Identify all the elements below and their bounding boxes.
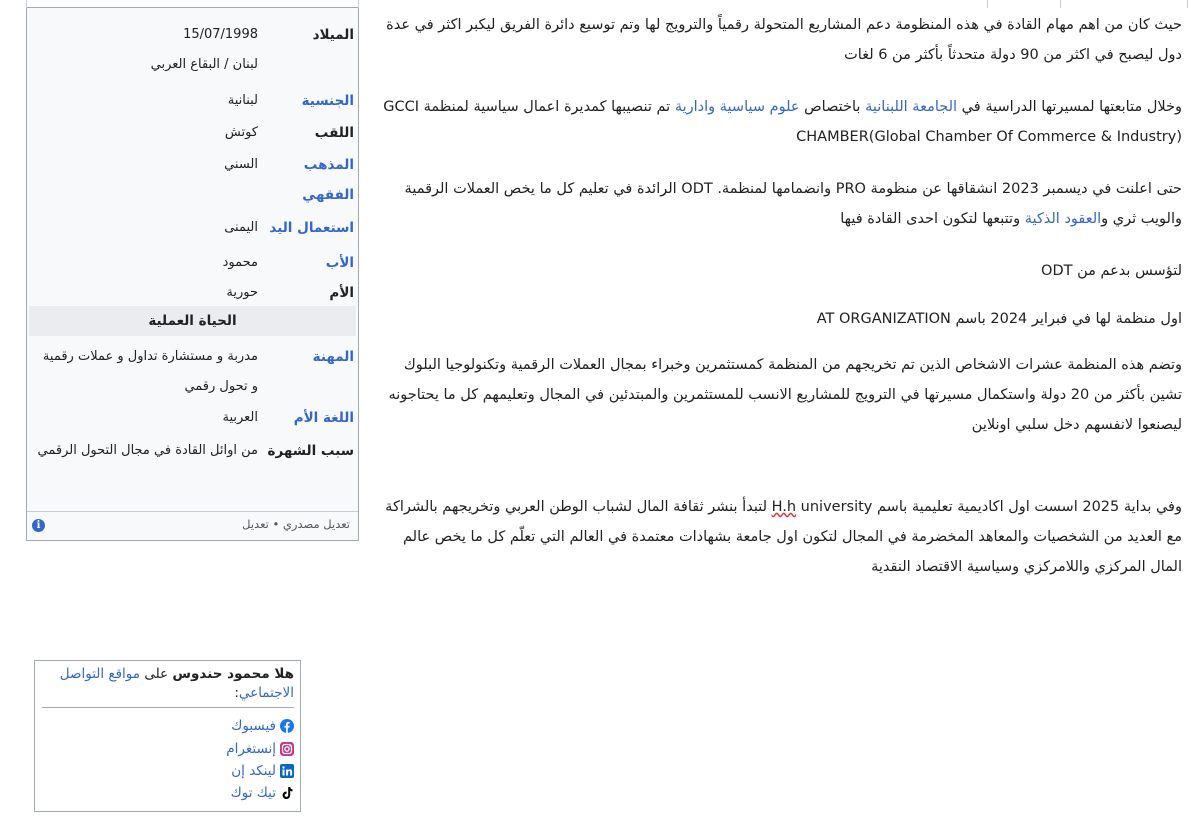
text: باختصاص (799, 99, 866, 115)
social-link-linkedin[interactable] (231, 760, 294, 782)
divider (42, 707, 294, 708)
paragraph-7 (372, 492, 1182, 582)
facebook-icon (280, 719, 294, 733)
social-label[interactable]: تيك توك (230, 785, 276, 801)
paragraph-6: وتضم هذه المنظمة عشرات الاشخاص الذين تم تخريجهم من المنظمة كمستثمرين وخبراء بمجال العملات الرقمية وتكنولوجيا البلوك تشين بأكثر من 20 دولة واستكمال مسيرتها في الترويج للمشاريع الانسب للمستثمرين والمبتدئين في المجال وتعليمهم كل ما يحتاجونه ليصنعوا لانفسهم دخل سلبي اونلاين (388, 357, 1182, 433)
infobox-label-link[interactable]: اللغة الأم (293, 410, 354, 426)
infobox-value: كوتش (224, 125, 258, 140)
paragraph-4: لتؤسس بدعم من ODT (1041, 263, 1182, 279)
text: university لتبدأ بنشر ثقافة المال لشباب الوطن العربي وتخريجهم بالشراكة مع العديد من الشخصيات والمعاهد المخضرمة في المجال لتكون اول جامعة بشهادات معتمدة في العالم التي تعلّم كل ما يخص عالم المال المركزي واللامركزي وسياسية الاقتصاد النقدية (385, 499, 1182, 575)
infobox-row-handedness (27, 213, 358, 243)
link-smart-contracts[interactable]: العقود الذكية (1024, 211, 1102, 227)
infobox-value: مدربة و مستشارة تداول و عملات رقمية و تحول رقمي (42, 349, 258, 394)
paragraph-2 (372, 92, 1182, 152)
infobox-label: اللقب (314, 125, 354, 141)
social-label[interactable]: إنستغرام (226, 741, 276, 757)
text: : (234, 685, 239, 701)
infobox-value: السني (224, 157, 258, 172)
infobox-label-link[interactable]: المهنة (312, 349, 354, 365)
infobox-value: حورية (226, 285, 258, 300)
infobox-row-mother (27, 278, 358, 308)
infobox-label-link[interactable]: الجنسية (301, 93, 354, 109)
info-icon[interactable]: i (32, 519, 45, 532)
infobox-row-profession (27, 342, 358, 402)
link-lebanese-university[interactable]: الجامعة اللبنانية (865, 99, 958, 115)
infobox-row-fame (27, 436, 358, 496)
infobox-value: العربية (222, 410, 258, 425)
misspelled-word: H.h (771, 499, 797, 515)
text: على (140, 666, 173, 682)
social-media-box (34, 660, 301, 812)
social-link-tiktok[interactable] (231, 782, 294, 804)
infobox-row-nationality (27, 86, 358, 116)
infobox-label-link[interactable]: المذهب الفقهي (302, 157, 354, 203)
paragraph-5: اول منظمة لها في فبراير 2024 باسم AT ORGANIZATION (816, 311, 1182, 327)
link-social-media[interactable]: مواقع التواصل الاجتماعي (59, 666, 294, 701)
infobox-value-birth (33, 20, 258, 80)
paragraph-3 (372, 174, 1182, 234)
text: وفي بداية 2025 اسست اول اكاديمية تعليمية باسم (872, 499, 1182, 515)
infobox-row-madhhab (27, 150, 358, 210)
social-link-facebook[interactable] (231, 715, 294, 737)
infobox-row-nickname (27, 118, 358, 148)
top-border-fragment (0, 0, 1200, 8)
person-name: هلا محمود حندوس (172, 666, 294, 682)
infobox-value: محمود (222, 255, 258, 270)
text: وخلال متابعتها لمسيرتها الدراسية في (957, 99, 1182, 115)
social-label[interactable]: لينكد إن (231, 763, 276, 779)
infobox-label-link[interactable]: استعمال اليد (269, 220, 354, 236)
infobox-value: لبنانية (227, 93, 258, 108)
infobox-footer (27, 511, 358, 540)
tiktok-icon (280, 786, 294, 800)
paragraph-1: حيث كان من اهم مهام القادة في هذه المنظومة دعم المشاريع المتحولة رقمياً والترويج لها وتم توسيع دائرة الفريق ليكبر اكثر في عدة دول ليصبح في اكثر من 90 دولة متحدثاً بأكثر من 6 لغات (386, 17, 1182, 63)
infobox-row-father (27, 248, 358, 278)
infobox-value: من اوائل القادة في مجال التحول الرقمي (37, 443, 258, 458)
birth-place: لبنان / البقاع العربي (150, 57, 258, 72)
linkedin-icon (280, 764, 294, 778)
social-label[interactable]: فيسبوك (231, 718, 276, 734)
social-title (42, 665, 294, 703)
infobox-label: سبب الشهرة (267, 443, 354, 459)
infobox-value: اليمنى (224, 220, 258, 235)
birth-date: 15/07/1998 (183, 27, 258, 42)
instagram-icon (280, 742, 294, 756)
social-link-instagram[interactable] (226, 738, 294, 760)
infobox-section-header: الحياة العملية (29, 306, 356, 336)
edit-links[interactable]: تعديل مصدري • تعديل (242, 517, 350, 531)
link-political-science[interactable]: علوم سياسية وادارية (674, 99, 800, 115)
infobox-label-link[interactable]: الأب (325, 255, 354, 271)
infobox-label: الأم (329, 285, 354, 301)
infobox (26, 8, 359, 541)
text: حتى اعلنت في ديسمبر 2023 انشقاقها عن منظومة PRO وانضمامها لمنظمة. ODT الرائدة في تعليم كل ما يخص العملات الرقمية والويب ثري و (404, 181, 1182, 227)
text: وتتبعها لتكون احدى القادة فيها (840, 211, 1025, 227)
infobox-label: الميلاد (312, 27, 354, 43)
infobox-row-birth (27, 20, 358, 80)
text: تم تنصيبها كمديرة اعمال سياسية لمنظمة GCCI CHAMBER(Global Chamber Of Commerce & Industry) (383, 99, 1182, 145)
infobox-row-native-language (27, 403, 358, 433)
